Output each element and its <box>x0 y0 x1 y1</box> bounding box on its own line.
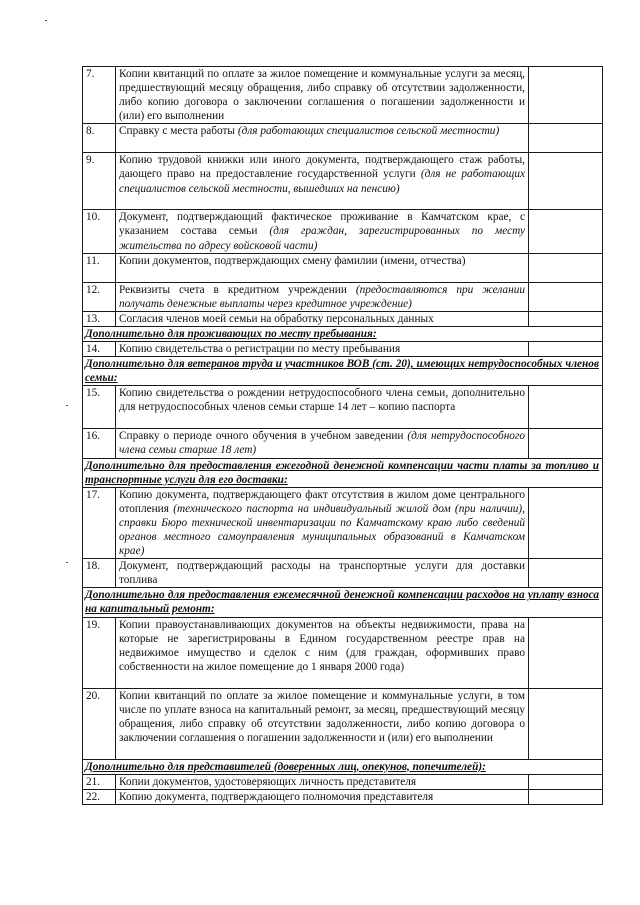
table-row <box>83 124 603 153</box>
table-row <box>83 487 603 558</box>
row-text: Документ, подтверждающий расходы на транспортные услуги для доставки топлива <box>116 559 529 588</box>
row-number: 16. <box>83 429 116 458</box>
row-text: Копию документа, подтверждающего факт отсутствия в жилом доме центрального отопления (технического паспорта на индивидуальный жилой дом (при наличии), справки Бюро технической инвентаризации по Камчатскому краю либо сведений органов местного самоуправления муниципальных образований в Камчатском крае) <box>116 487 529 558</box>
checkbox-cell[interactable] <box>529 67 603 124</box>
scan-speck <box>66 562 68 563</box>
table-row <box>83 429 603 458</box>
checkbox-cell[interactable] <box>529 386 603 429</box>
table-row <box>83 559 603 588</box>
table-row <box>83 153 603 210</box>
checkbox-cell[interactable] <box>529 429 603 458</box>
row-text: Справку о периоде очного обучения в учебном заведении (для нетрудоспособного члена семьи старше 18 лет) <box>116 429 529 458</box>
checkbox-cell[interactable] <box>529 789 603 804</box>
checkbox-cell[interactable] <box>529 253 603 282</box>
row-number: 11. <box>83 253 116 282</box>
section-header-row <box>83 759 603 774</box>
row-text: Копии квитанций по оплате за жилое помещение и коммунальные услуги, в том числе по уплате взноса на капитальный ремонт, за месяц, предшествующий месяцу обращения, либо справку об отсутствии задолженности, либо копию договора о заключении соглашения о погашении задолженности и (или) его выполнении <box>116 688 529 759</box>
row-number: 9. <box>83 153 116 210</box>
table-row <box>83 210 603 253</box>
section-title: Дополнительно для предоставления ежемесячной денежной компенсации расходов на уплату взноса на капитальный ремонт: <box>83 588 603 617</box>
checkbox-cell[interactable] <box>529 210 603 253</box>
checkbox-cell[interactable] <box>529 559 603 588</box>
row-number: 12. <box>83 282 116 311</box>
row-text: Копию документа, подтверждающего полномочия представителя <box>116 789 529 804</box>
checkbox-cell[interactable] <box>529 342 603 357</box>
table-row <box>83 253 603 282</box>
checkbox-cell[interactable] <box>529 124 603 153</box>
row-text: Копии документов, удостоверяющих личность представителя <box>116 774 529 789</box>
row-text: Копии документов, подтверждающих смену фамилии (имени, отчества) <box>116 253 529 282</box>
row-number: 21. <box>83 774 116 789</box>
table-row <box>83 311 603 326</box>
table-row <box>83 789 603 804</box>
documents-table <box>82 66 603 805</box>
row-number: 7. <box>83 67 116 124</box>
section-title: Дополнительно для предоставления ежегодной денежной компенсации части платы за топливо и транспортные услуги для его доставки: <box>83 458 603 487</box>
row-number: 18. <box>83 559 116 588</box>
table-row <box>83 386 603 429</box>
row-text: Справку с места работы (для работающих специалистов сельской местности) <box>116 124 529 153</box>
row-number: 13. <box>83 311 116 326</box>
table-row <box>83 688 603 759</box>
table-row <box>83 282 603 311</box>
row-text: Реквизиты счета в кредитном учреждении (предоставляются при желании получать денежные выплаты через кредитное учреждение) <box>116 282 529 311</box>
row-number: 10. <box>83 210 116 253</box>
section-header-row <box>83 326 603 341</box>
section-title: Дополнительно для проживающих по месту пребывания: <box>83 326 603 341</box>
checkbox-cell[interactable] <box>529 311 603 326</box>
checkbox-cell[interactable] <box>529 282 603 311</box>
row-text: Копию трудовой книжки или иного документа, подтверждающего стаж работы, дающего право на предоставление государственной услуги (для не работающих специалистов сельской местности, вышедших на пенсию) <box>116 153 529 210</box>
row-text: Копии правоустанавливающих документов на объекты недвижимости, права на которые не зарегистрированы в Едином государственном реестре прав на недвижимое имущество и сделок с ним (для граждан, оформивших право собственности на жилое помещение до 1 января 2000 года) <box>116 617 529 688</box>
section-header-row <box>83 588 603 617</box>
section-title: Дополнительно для представителей (доверенных лиц, опекунов, попечителей): <box>83 759 603 774</box>
row-number: 19. <box>83 617 116 688</box>
row-number: 17. <box>83 487 116 558</box>
table-row <box>83 617 603 688</box>
scan-speck <box>45 20 47 21</box>
row-number: 20. <box>83 688 116 759</box>
checkbox-cell[interactable] <box>529 617 603 688</box>
row-text: Документ, подтверждающий фактическое проживание в Камчатском крае, с указанием состава семьи (для граждан, зарегистрированных по месту жительства по адресу войсковой части) <box>116 210 529 253</box>
row-number: 8. <box>83 124 116 153</box>
table-row <box>83 342 603 357</box>
row-text: Согласия членов моей семьи на обработку персональных данных <box>116 311 529 326</box>
checkbox-cell[interactable] <box>529 487 603 558</box>
checkbox-cell[interactable] <box>529 153 603 210</box>
row-number: 22. <box>83 789 116 804</box>
table-row <box>83 774 603 789</box>
section-header-row <box>83 357 603 386</box>
scan-speck <box>66 405 68 406</box>
section-title: Дополнительно для ветеранов труда и участников ВОВ (ст. 20), имеющих нетрудоспособных членов семьи: <box>83 357 603 386</box>
section-header-row <box>83 458 603 487</box>
row-text: Копию свидетельства о регистрации по месту пребывания <box>116 342 529 357</box>
table-row <box>83 67 603 124</box>
checkbox-cell[interactable] <box>529 774 603 789</box>
row-text: Копию свидетельства о рождении нетрудоспособного члена семьи, дополнительно для нетрудоспособных членов семьи старше 14 лет – копию паспорта <box>116 386 529 429</box>
checkbox-cell[interactable] <box>529 688 603 759</box>
row-text: Копии квитанций по оплате за жилое помещение и коммунальные услуги за месяц, предшествующий месяцу обращения, либо справку об отсутствии задолженности, либо копию договора о заключении соглашения о погашении задолженности и (или) его выполнении <box>116 67 529 124</box>
row-number: 14. <box>83 342 116 357</box>
row-number: 15. <box>83 386 116 429</box>
